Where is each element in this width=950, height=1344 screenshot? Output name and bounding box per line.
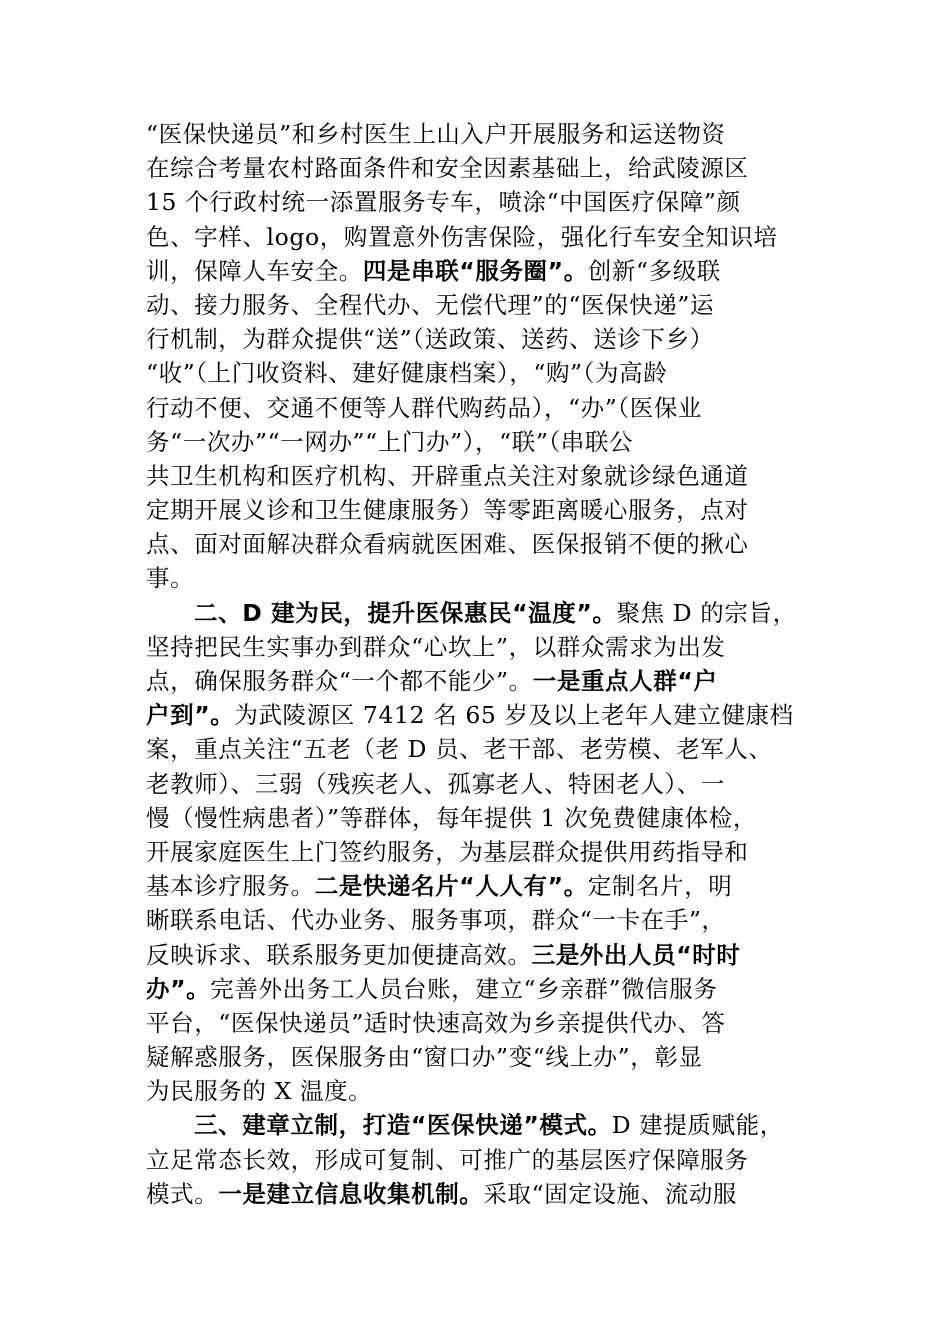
text-segment: 案，重点关注“五老（老 D 员、老干部、老劳模、老军人、 bbox=[146, 735, 773, 764]
text-segment: D 建提质赋能， bbox=[611, 1111, 784, 1140]
text-segment: 定制名片，明 bbox=[587, 872, 733, 901]
bold-text-segment: 一是重点人群“户 bbox=[532, 667, 718, 695]
text-segment: 反映诉求、联系服务更加便捷高效。 bbox=[146, 940, 532, 969]
text-segment: 点、面对面解决群众看病就医困难、医保报销不便的揪心 bbox=[146, 530, 749, 559]
text-line bbox=[146, 425, 826, 459]
text-line bbox=[146, 698, 826, 732]
text-segment: 完善外出务工人员台账，建立“乡亲群”微信服务 bbox=[210, 974, 718, 1003]
text-segment: 训，保障人车安全。 bbox=[146, 256, 363, 285]
text-segment: 老教师）、三弱（残疾老人、孤寡老人、特困老人）、一 bbox=[146, 769, 725, 798]
text-line bbox=[146, 1143, 826, 1177]
text-segment: 晰联系电话、代办业务、服务事项，群众“一卡在手”， bbox=[146, 906, 726, 935]
text-line bbox=[146, 767, 826, 801]
bold-text-segment: 一是建立信息收集机制。 bbox=[218, 1179, 484, 1208]
text-segment: 色、字样、logo，购置意外伤害保险，强化行车安全知识培 bbox=[146, 222, 778, 251]
text-segment: 创新“多级联 bbox=[587, 256, 721, 285]
body-text bbox=[146, 117, 826, 1211]
bold-text-segment: 四是串联“服务圈”。 bbox=[362, 256, 588, 285]
text-segment: 15 个行政村统一添置服务专车，喷涂“中国医疗保障”颜 bbox=[146, 188, 741, 217]
text-line bbox=[146, 938, 826, 972]
text-segment: 行机制，为群众提供“送”（送政策、送药、送诊下乡） bbox=[146, 325, 714, 354]
text-line bbox=[146, 1006, 826, 1040]
text-segment: 平台，“医保快递员”适时快速高效为乡亲提供代办、答 bbox=[146, 1008, 726, 1037]
text-line bbox=[146, 322, 826, 356]
bold-text-segment: 三、建章立制，打造“医保快递”模式。 bbox=[194, 1111, 612, 1140]
bold-text-segment: 二是快递名片“人人有”。 bbox=[314, 872, 588, 901]
text-segment: 事。 bbox=[146, 564, 195, 593]
text-segment: 共卫生机构和医疗机构、开辟重点关注对象就诊绿色通道 bbox=[146, 461, 749, 490]
text-line bbox=[146, 732, 826, 766]
text-line bbox=[146, 561, 826, 595]
text-line bbox=[146, 596, 826, 630]
text-line bbox=[146, 185, 826, 219]
text-segment: 为武陵源区 7412 名 65 岁及以上老年人建立健康档 bbox=[234, 701, 794, 730]
text-line bbox=[146, 869, 826, 903]
text-segment: 聚焦 D 的宗旨， bbox=[616, 598, 797, 627]
text-segment: 点，确保服务群众“一个都不能少”。 bbox=[146, 667, 533, 695]
text-segment: 采取“固定设施、流动服 bbox=[483, 1179, 738, 1208]
text-line bbox=[146, 972, 826, 1006]
text-segment: 基本诊疗服务。 bbox=[146, 872, 315, 901]
text-line bbox=[146, 117, 826, 151]
text-segment: 坚持把民生实事办到群众“心坎上”，以群众需求为出发 bbox=[146, 632, 726, 661]
text-line bbox=[146, 493, 826, 527]
text-segment: “医保快递员”和乡村医生上山入户开展服务和运送物资 bbox=[146, 120, 726, 148]
text-segment: 务“一次办”“一网办”“上门办”），“联”（串联公 bbox=[146, 427, 634, 456]
text-line bbox=[146, 835, 826, 869]
text-line bbox=[146, 1074, 826, 1108]
text-segment: 慢（慢性病患者）”等群体，每年提供 1 次免费健康体检， bbox=[146, 803, 757, 832]
bold-text-segment: 三是外出人员“时时 bbox=[531, 940, 741, 969]
bold-text-segment: 户到”。 bbox=[146, 701, 235, 730]
text-line bbox=[146, 664, 826, 698]
text-line bbox=[146, 1177, 826, 1211]
text-segment: 疑解惑服务，医保服务由“窗口办”变“线上办”，彰显 bbox=[146, 1043, 703, 1072]
text-line bbox=[146, 254, 826, 288]
text-line bbox=[146, 1108, 826, 1142]
text-segment: 为民服务的 X 温度。 bbox=[146, 1077, 373, 1106]
text-line bbox=[146, 288, 826, 322]
bold-text-segment: 办”。 bbox=[146, 974, 211, 1003]
text-line bbox=[146, 903, 826, 937]
text-line bbox=[146, 151, 826, 185]
text-line bbox=[146, 459, 826, 493]
text-segment: 定期开展义诊和卫生健康服务）等零距离暖心服务，点对 bbox=[146, 496, 749, 525]
text-line bbox=[146, 391, 826, 425]
text-segment: 立足常态长效，形成可复制、可推广的基层医疗保障服务 bbox=[146, 1145, 749, 1174]
bold-text-segment: 二、D 建为民，提升医保惠民“温度”。 bbox=[194, 598, 617, 627]
text-line bbox=[146, 1040, 826, 1074]
text-line bbox=[146, 630, 826, 664]
text-line bbox=[146, 801, 826, 835]
text-line bbox=[146, 527, 826, 561]
text-line bbox=[146, 356, 826, 390]
text-segment: 行动不便、交通不便等人群代购药品），“办”（医保业 bbox=[146, 393, 703, 422]
text-segment: 动、接力服务、全程代办、无偿代理”的“医保快递”运 bbox=[146, 290, 715, 319]
text-line bbox=[146, 220, 826, 254]
text-segment: 开展家庭医生上门签约服务，为基层群众提供用药指导和 bbox=[146, 837, 749, 866]
text-segment: “收”（上门收资料、建好健康档案），“购”（为高龄 bbox=[146, 359, 668, 388]
text-segment: 在综合考量农村路面条件和安全因素基础上，给武陵源区 bbox=[146, 154, 749, 183]
text-segment: 模式。 bbox=[146, 1179, 219, 1208]
